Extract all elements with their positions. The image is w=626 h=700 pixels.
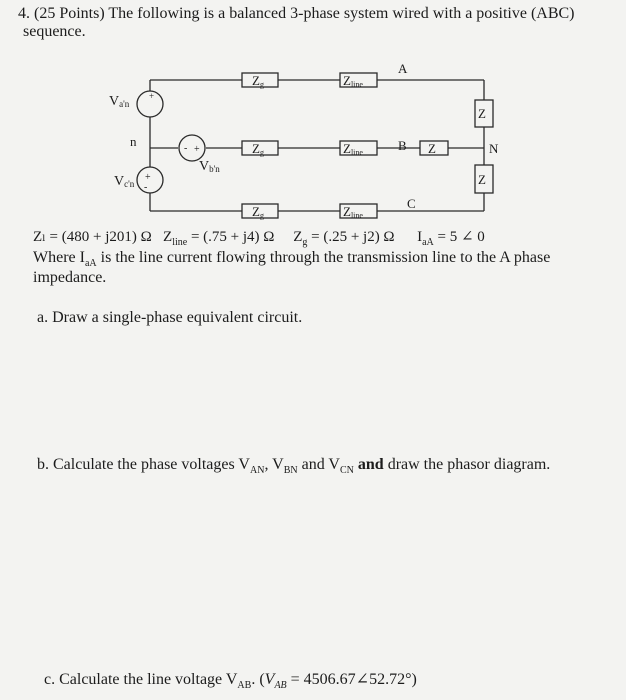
zload-c-label: Z bbox=[478, 172, 486, 187]
zload-b-label: Z bbox=[428, 141, 436, 156]
zg-b-label: Zg bbox=[252, 141, 264, 157]
source-b-label: Vb'n bbox=[199, 159, 220, 174]
source-c-plus: + bbox=[145, 172, 151, 183]
given-zg: $Z_g = (.25 + j2)$ Ω bbox=[293, 229, 395, 248]
where-line1: Where $I_{aA}$ is the line current flowing through the transmission line to the A phase bbox=[33, 249, 551, 270]
source-b-symbol bbox=[179, 135, 205, 161]
where-line2: impedance. bbox=[33, 269, 107, 286]
question-text-line2: sequence. bbox=[23, 23, 86, 40]
node-c-label: C bbox=[407, 196, 416, 211]
node-n-label: N bbox=[489, 141, 499, 156]
zg-a-label: Zg bbox=[252, 73, 264, 89]
part-a: a. Draw a single-phase equivalent circuit. bbox=[37, 309, 303, 326]
zg-c-label: Zg bbox=[252, 204, 264, 220]
node-a-label: A bbox=[398, 61, 408, 76]
zline-a-label: Zline bbox=[343, 73, 363, 89]
zline-b-label: Zline bbox=[343, 141, 363, 157]
given-ia: $I_{aA} = 5$ ∠ 0 bbox=[417, 229, 485, 248]
part-c: c. Calculate the line voltage $V_{AB}$. ($V_{AB}$ = 4506.67∠52.72°) bbox=[44, 671, 417, 692]
question-text-line1: The following is a balanced 3-phase system wired with a positive (ABC) bbox=[108, 5, 575, 22]
source-a-label: Va'n bbox=[109, 94, 130, 109]
source-c-label: Vc'n bbox=[114, 174, 135, 189]
part-b: b. Calculate the phase voltages $V_{AN}$, $V_{BN}$ and $V_{CN}$ and draw the phasor diagram. bbox=[37, 456, 551, 477]
question-points: (25 Points) bbox=[34, 5, 105, 22]
source-b-plus: + bbox=[194, 144, 200, 155]
zload-a-label: Z bbox=[478, 106, 486, 121]
given-zl: Zₗ = (480 + j201) Ω bbox=[33, 229, 152, 245]
source-c-minus: - bbox=[144, 182, 148, 193]
node-b-label: B bbox=[398, 138, 407, 153]
question-number: 4. bbox=[18, 5, 30, 22]
zline-c-label: Zline bbox=[343, 204, 363, 220]
source-b-minus: - bbox=[184, 143, 188, 154]
given-zline: $Z_{line} = (.75 + j4)$ Ω bbox=[163, 229, 275, 248]
source-a-plus: + bbox=[149, 91, 155, 101]
node-n-lower: n bbox=[130, 134, 137, 149]
circuit-diagram bbox=[0, 55, 626, 225]
question-header bbox=[18, 4, 575, 23]
